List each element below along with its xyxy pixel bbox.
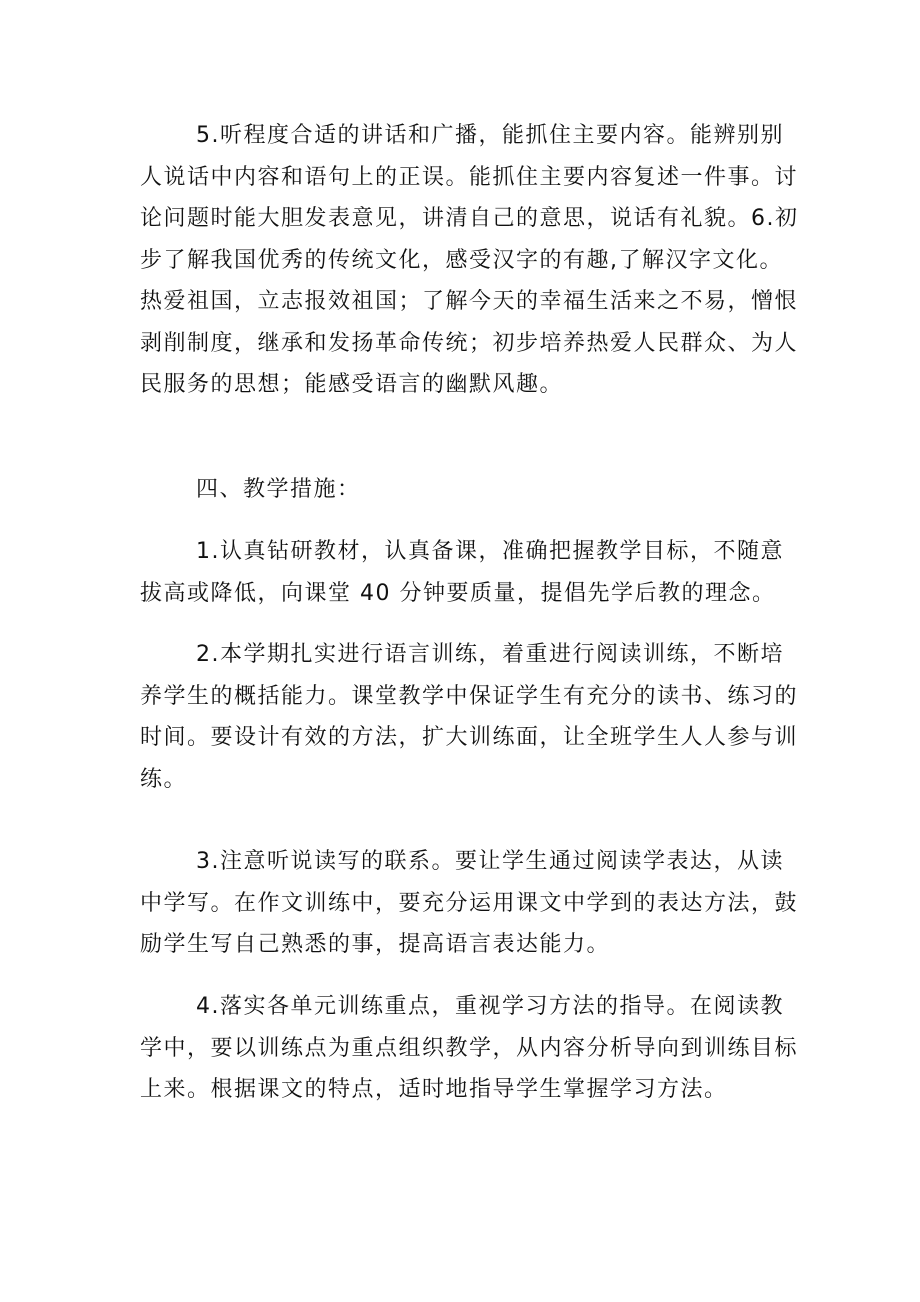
text-line: 人说话中内容和语句上的正误。能抓住主要内容复述一件事。讨 bbox=[140, 164, 799, 190]
text-line: 上来。根据课文的特点，适时地指导学生掌握学习方法。 bbox=[140, 1077, 728, 1102]
text-line: 5.听程度合适的讲话和广播，能抓住主要内容。能辨别别 bbox=[196, 123, 784, 148]
paragraph-measure-3 bbox=[140, 841, 799, 966]
text-line: 练。 bbox=[140, 766, 188, 792]
paragraph-listening-and-culture-goals bbox=[140, 115, 799, 406]
text-line: 中学写。在作文训练中，要充分运用课文中学到的表达方法，鼓 bbox=[140, 890, 799, 916]
text-line: 论问题时能大胆发表意见，讲清自己的意思，说话有礼貌。6.初 bbox=[140, 206, 799, 231]
paragraph-measure-4 bbox=[140, 986, 799, 1111]
text-line: 2.本学期扎实进行语言训练，着重进行阅读训练，不断培 bbox=[196, 642, 784, 667]
section-heading-text: 四、教学措施： bbox=[196, 477, 361, 502]
text-line: 养学生的概括能力。课堂教学中保证学生有充分的读书、练习的 bbox=[140, 683, 799, 709]
paragraph-measure-1 bbox=[140, 531, 790, 614]
text-line: 热爱祖国，立志报效祖国；了解今天的幸福生活来之不易，憎恨 bbox=[140, 289, 799, 314]
paragraph-measure-2 bbox=[140, 634, 799, 800]
text-line: 步了解我国优秀的传统文化，感受汉字的有趣,了解汉字文化。 bbox=[140, 247, 783, 273]
text-line: 学中，要以训练点为重点组织教学，从内容分析导向到训练目标 bbox=[140, 1035, 799, 1061]
text-line: 时间。要设计有效的方法，扩大训练面，让全班学生人人参与训 bbox=[140, 725, 799, 750]
text-line: 励学生写自己熟悉的事，提高语言表达能力。 bbox=[140, 932, 611, 957]
text-line: 剥削制度，继承和发扬革命传统；初步培养热爱人民群众、为人 bbox=[140, 330, 799, 356]
text-line: 3.注意听说读写的联系。要让学生通过阅读学表达，从读 bbox=[196, 849, 784, 874]
text-line: 民服务的思想；能感受语言的幽默风趣。 bbox=[140, 372, 564, 397]
text-line: 1.认真钻研教材，认真备课，准确把握教学目标，不随意 bbox=[196, 539, 784, 564]
text-line: 4.落实各单元训练重点，重视学习方法的指导。在阅读教 bbox=[196, 994, 784, 1019]
section-heading-teaching-measures bbox=[140, 469, 790, 511]
text-line: 拔高或降低，向课堂 40 分钟要质量，提倡先学后教的理念。 bbox=[140, 580, 776, 606]
